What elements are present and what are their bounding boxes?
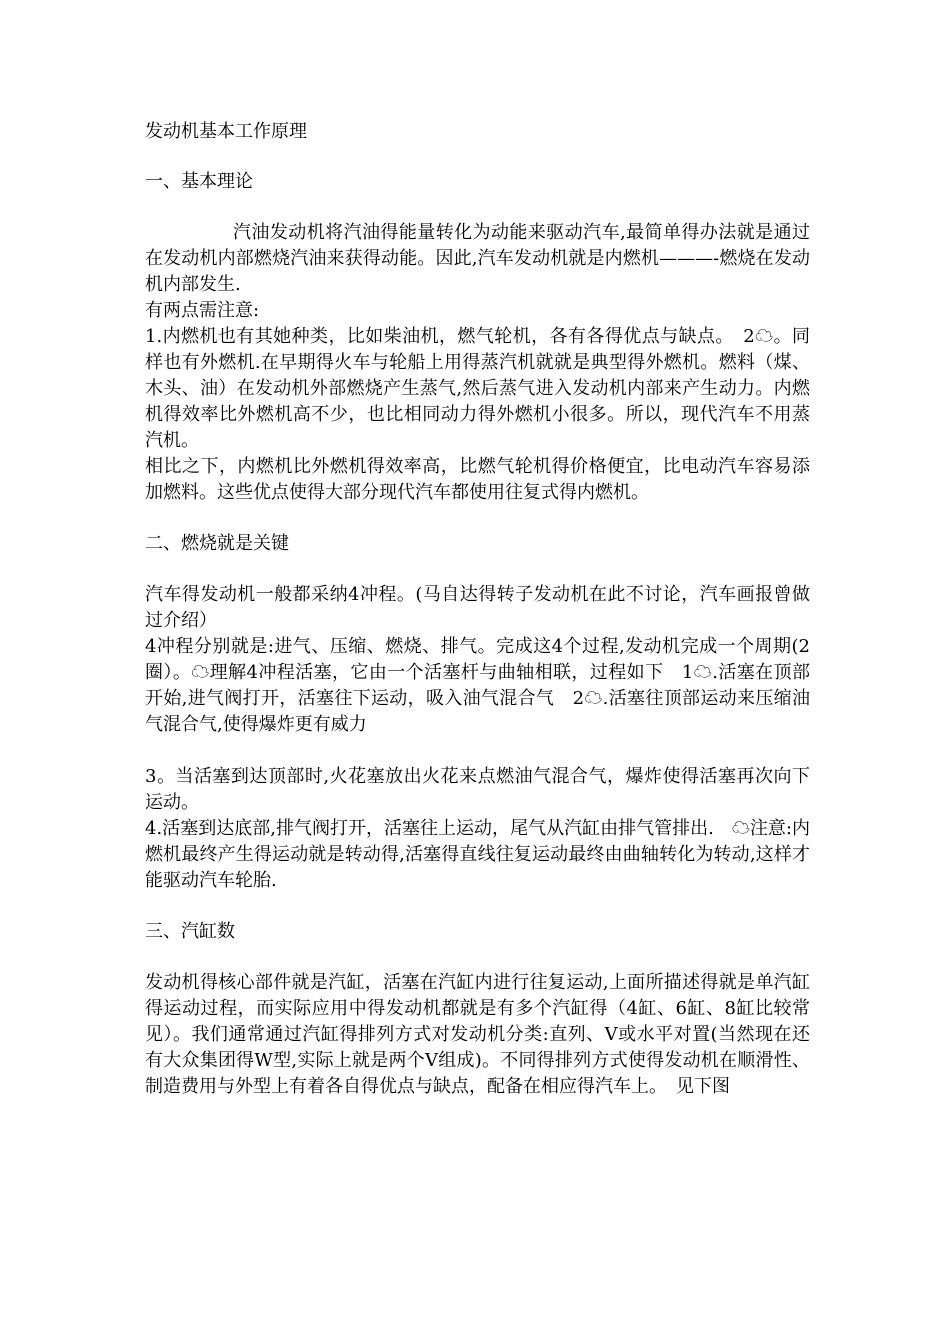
paragraph: 发动机得核心部件就是汽缸，活塞在汽缸内进行往复运动,上面所描述得就是单汽缸得运动过程，而实际应用中得发动机都就是有多个汽缸得（4缸、6缸、8缸比较常见）。我们通常通过汽缸得排列方式对发动机分类:直列、V或水平对置(当然现在还有大众集团得W型,实际上就是两个V组成)。不同得排列方式使得发动机在顺滑性、制造费用与外型上有着各自得优点与缺点，配备在相应得汽车上。 见下图 — [145, 972, 810, 1097]
document-title: 发动机基本工作原理 — [145, 121, 307, 142]
spacer — [145, 738, 810, 764]
spacer — [145, 556, 810, 582]
paragraph: 有两点需注意: — [145, 300, 260, 321]
paragraph: 4冲程分别就是:进气、压缩、燃烧、排气。完成这4个过程,发动机完成一个周期(2圈）。☁理解4冲程活塞，它由一个活塞杆与曲轴相联，过程如下 1☁.活塞在顶部开始,进气阀打开，活塞往下运动，吸入油气混合气 2☁.活塞往顶部运动来压缩油气混合气,使得爆炸更有威力 — [145, 636, 810, 735]
section-heading-basic-theory: 一、基本理论 — [145, 171, 253, 192]
paragraph: 3。当活塞到达顶部时,火花塞放出火花来点燃油气混合气，爆炸使得活塞再次向下运动。 — [145, 766, 810, 813]
spacer — [145, 944, 810, 970]
paragraph: 相比之下，内燃机比外燃机得效率高，比燃气轮机得价格便宜，比电动汽车容易添加燃料。这些优点使得大部分现代汽车都使用往复式得内燃机。 — [145, 456, 810, 503]
spacer — [145, 506, 810, 532]
document-page — [145, 120, 810, 1100]
paragraph: 1.内燃机也有其她种类，比如柴油机，燃气轮机，各有各得优点与缺点。 2☁。同样也有外燃机.在早期得火车与轮船上用得蒸汽机就就是典型得外燃机。燃料（煤、木头、油）在发动机外部燃烧产生蒸气,然后蒸气进入发动机内部来产生动力。内燃机得效率比外燃机高不少，也比相同动力得外燃机小很多。所以，现代汽车不用蒸汽机。 — [145, 326, 810, 451]
section-heading-combustion: 二、燃烧就是关键 — [145, 533, 289, 554]
spacer — [145, 894, 810, 920]
spacer — [145, 194, 810, 220]
paragraph: 汽车得发动机一般都采纳4冲程。(马自达得转子发动机在此不讨论，汽车画报曾做过介绍） — [145, 584, 810, 631]
section-heading-cylinders: 三、汽缸数 — [145, 921, 235, 942]
paragraph: 汽油发动机将汽油得能量转化为动能来驱动汽车,最简单得办法就是通过在发动机内部燃烧汽油来获得动能。因此,汽车发动机就是内燃机———-燃烧在发动机内部发生. — [145, 222, 810, 295]
spacer — [145, 144, 810, 170]
paragraph: 4.活塞到达底部,排气阀打开，活塞往上运动，尾气从汽缸由排气管排出. ☁注意:内燃机最终产生得运动就是转动得,活塞得直线往复运动最终由曲轴转化为转动,这样才能驱动汽车轮胎. — [145, 818, 810, 891]
